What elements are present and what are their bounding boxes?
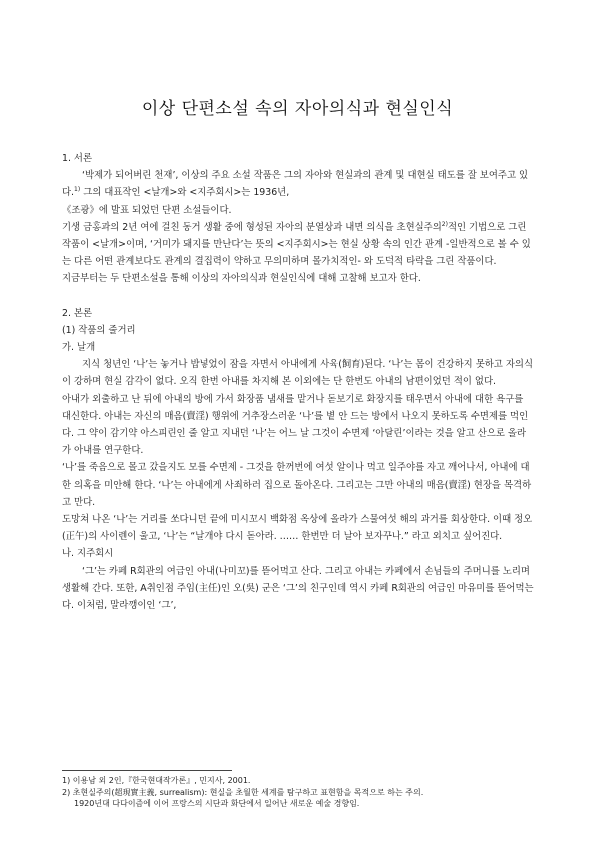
footnote-1: 1) 이용남 외 2인,『한국현대작가론』, 민지사, 2001. bbox=[62, 776, 251, 785]
paragraph-text: ‘박제가 되어버린 천재’, 이상의 주요 소설 작품은 그의 자아와 현실과의 관계 및 대현실 태도를 잘 보여주고 있다. bbox=[62, 170, 529, 199]
paragraph: ‘나’를 죽음으로 몰고 갔을지도 모를 수면제 - 그것을 한꺼번에 여섯 알이나 먹고 일주야를 자고 깨어나서, 아내에 대한 의혹을 미안해 한다. ‘나’는 아내에게 사죄하러 집으로 돌아온다. 그리고는 그만 아내의 매음(賣淫) 현장을 목격하고 만다. bbox=[62, 462, 532, 508]
paragraph-text: 적인 기법으로 그린 작품이 <날개>이며, ‘거미가 돼지를 만난다’는 뜻의 <지주회시>는 현실 상황 속의 인간 관계 -일반적으로 볼 수 있는 다른 어떤 관계보다도 관계의 결집력이 약하고 무의미하며 몰가치적인- 와 도덕적 타락을 그린 작품이다. bbox=[62, 221, 531, 268]
document-body bbox=[62, 150, 535, 614]
subsection-heading: (1) 작품의 줄거리 bbox=[62, 324, 136, 336]
document-title: 이상 단편소설 속의 자아의식과 현실인식 bbox=[141, 99, 454, 119]
paragraph bbox=[62, 219, 535, 271]
paragraph: 지식 청년인 ‘나’는 놓거나 밥넣었이 잠을 자면서 아내에게 사육(飼育)된다. ‘나’는 몸이 건강하지 못하고 자의식이 강하며 현실 감각이 없다. 오직 한번 아내를 차지해 본 이외에는 단 한번도 아내의 남편이었던 적이 없다. bbox=[62, 359, 534, 388]
footnote-ref-1[interactable]: 1) bbox=[74, 186, 81, 194]
subsection-heading-wings: 가. 날개 bbox=[62, 342, 96, 354]
paragraph: 《조광》에 발표 되었던 단편 소설들이다. bbox=[62, 204, 232, 216]
paragraph: 아내가 외출하고 난 뒤에 아내의 방에 가서 화장품 냄새를 맡거나 돋보기로 화장지를 태우면서 아내에 대한 욕구를 대신한다. 아내는 자신의 매음(賣淫) 행위에 거추장스러운 ‘나’를 볕 안 드는 방에서 나오지 못하도록 수면제를 먹인다. 그 약이 감기약 아스피린인 줄 알고 지내던 ‘나’는 어느 날 그것이 수면제 ‘아달린’이라는 것을 알고 산으로 올라가 아내를 연구한다. bbox=[62, 393, 529, 457]
footnote-divider bbox=[62, 770, 232, 771]
spacer bbox=[62, 288, 535, 305]
footnote-2-continued: 1920년대 다다이즘에 이어 프랑스의 시단과 화단에서 일어난 새로운 예술 경향임. bbox=[74, 799, 360, 808]
section-heading-main: 2. 본론 bbox=[62, 307, 93, 319]
paragraph bbox=[62, 167, 535, 201]
section-heading-introduction: 1. 서론 bbox=[62, 153, 93, 164]
paragraph-text: 그의 대표작인 <날개>와 <지주회시>는 1936년, bbox=[80, 187, 290, 199]
footnote-ref-2[interactable]: 2) bbox=[441, 220, 448, 228]
paragraph: ‘그’는 카페 R회관의 여급인 아내(나미꼬)를 뜯어먹고 산다. 그리고 아내는 카페에서 손님들의 주머니를 노리며 생활해 간다. 또한, A취인점 주임(主任)인 오(吳) 군은 ‘그’의 친구인데 역시 카페 R회관의 여급인 마유미를 뜯어먹는다. 이처럼, 말라깽이인 ‘그’, bbox=[62, 565, 534, 612]
footnotes bbox=[62, 775, 535, 810]
paragraph-text: 기생 금홍과의 2년 여에 걸친 동거 생활 중에 형성된 자아의 분열상과 내면 의식을 초현실주의 bbox=[62, 221, 442, 233]
subsection-heading-spider: 나. 지주회시 bbox=[62, 548, 114, 560]
paragraph: 도망쳐 나온 ‘나’는 거리를 쏘다니던 끝에 미시꼬시 백화점 옥상에 올라가 스물여섯 해의 과거를 회상한다. 이때 정오(正午)의 사이렌이 울고, ‘나’는 “날개야 다시 돋아라. …… 한번만 더 날아 보자꾸나.” 라고 외치고 싶어진다. bbox=[62, 514, 533, 543]
footnote-2: 2) 초현실주의(超現實主義, surrealism): 현실을 초월한 세계를 탐구하고 표현함을 목적으로 하는 주의. bbox=[62, 787, 424, 797]
paragraph: 지금부터는 두 단편소설을 통해 이상의 자아의식과 현실인식에 대해 고찰해 보고자 한다. bbox=[62, 273, 421, 285]
